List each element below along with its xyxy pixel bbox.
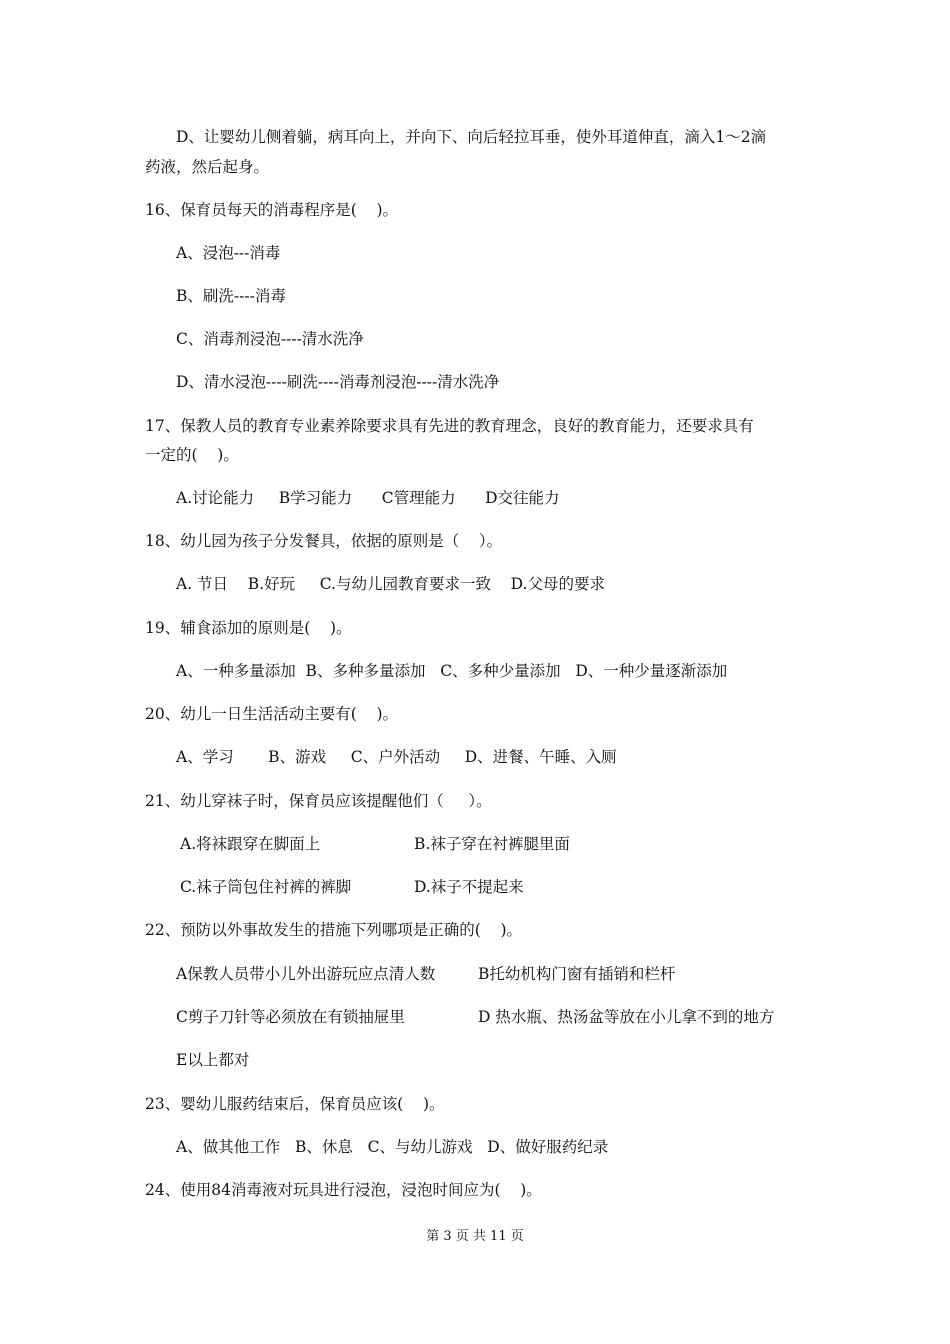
question-16: 16、保育员每天的消毒程序是( )。: [145, 201, 399, 219]
question-18: 18、幼儿园为孩子分发餐具，依据的原则是（ ）。: [145, 532, 503, 550]
options-23: A、做其他工作 B、休息 C、与幼儿游戏 D、做好服药纪录: [176, 1138, 609, 1156]
option-21a: A.将袜跟穿在脚面上: [180, 835, 321, 853]
question-22: 22、预防以外事故发生的措施下列哪项是正确的( )。: [145, 921, 523, 939]
option-22e: E以上都对: [176, 1051, 250, 1069]
option-21b: B.袜子穿在衬裤腿里面: [414, 835, 570, 853]
option-22d: D 热水瓶、热汤盆等放在小儿拿不到的地方: [478, 1008, 775, 1026]
options-19: A、一种多量添加 B、多种多量添加 C、多种少量添加 D、一种少量逐渐添加: [176, 662, 728, 680]
option-22a: A保教人员带小儿外出游玩应点清人数: [176, 965, 436, 983]
options-20: A、学习 B、游戏 C、户外活动 D、进餐、午睡、入厕: [176, 748, 617, 766]
option-16a: A、浸泡---消毒: [176, 244, 281, 262]
option-21d: D.袜子不提起来: [414, 878, 524, 896]
page-footer: 第 3 页 共 11 页: [426, 1229, 524, 1244]
option-16d: D、清水浸泡----刷洗----消毒剂浸泡----清水洗净: [176, 373, 500, 391]
question-17-line2: 一定的( )。: [145, 446, 239, 464]
question-19: 19、辅食添加的原则是( )。: [145, 619, 352, 637]
option-16c: C、消毒剂浸泡----清水洗净: [176, 330, 364, 348]
option-22c: C剪子刀针等必须放在有锁抽屉里: [176, 1008, 405, 1026]
question-20: 20、幼儿一日生活活动主要有( )。: [145, 705, 399, 723]
option-16b: B、刷洗----消毒: [176, 287, 286, 305]
question-23: 23、婴幼儿服药结束后，保育员应该( )。: [145, 1095, 445, 1113]
options-17: A.讨论能力 B学习能力 C管理能力 D交往能力: [176, 489, 560, 507]
question-24: 24、使用84消毒液对玩具进行浸泡，浸泡时间应为( )。: [145, 1181, 542, 1199]
option-15d-line2: 药液，然后起身。: [145, 158, 270, 176]
options-18: A. 节日 B.好玩 C.与幼儿园教育要求一致 D.父母的要求: [176, 575, 605, 593]
question-21: 21、幼儿穿袜子时，保育员应该提醒他们（ ）。: [145, 792, 492, 810]
option-15d-line1: D、让婴幼儿侧着躺，病耳向上，并向下、向后轻拉耳垂，使外耳道伸直，滴入1～2滴: [176, 128, 767, 146]
option-22b: B托幼机构门窗有插销和栏杆: [478, 965, 676, 983]
option-21c: C.袜子筒包住衬裤的裤脚: [180, 878, 352, 896]
question-17-line1: 17、保教人员的教育专业素养除要求具有先进的教育理念，良好的教育能力，还要求具有: [145, 417, 754, 435]
